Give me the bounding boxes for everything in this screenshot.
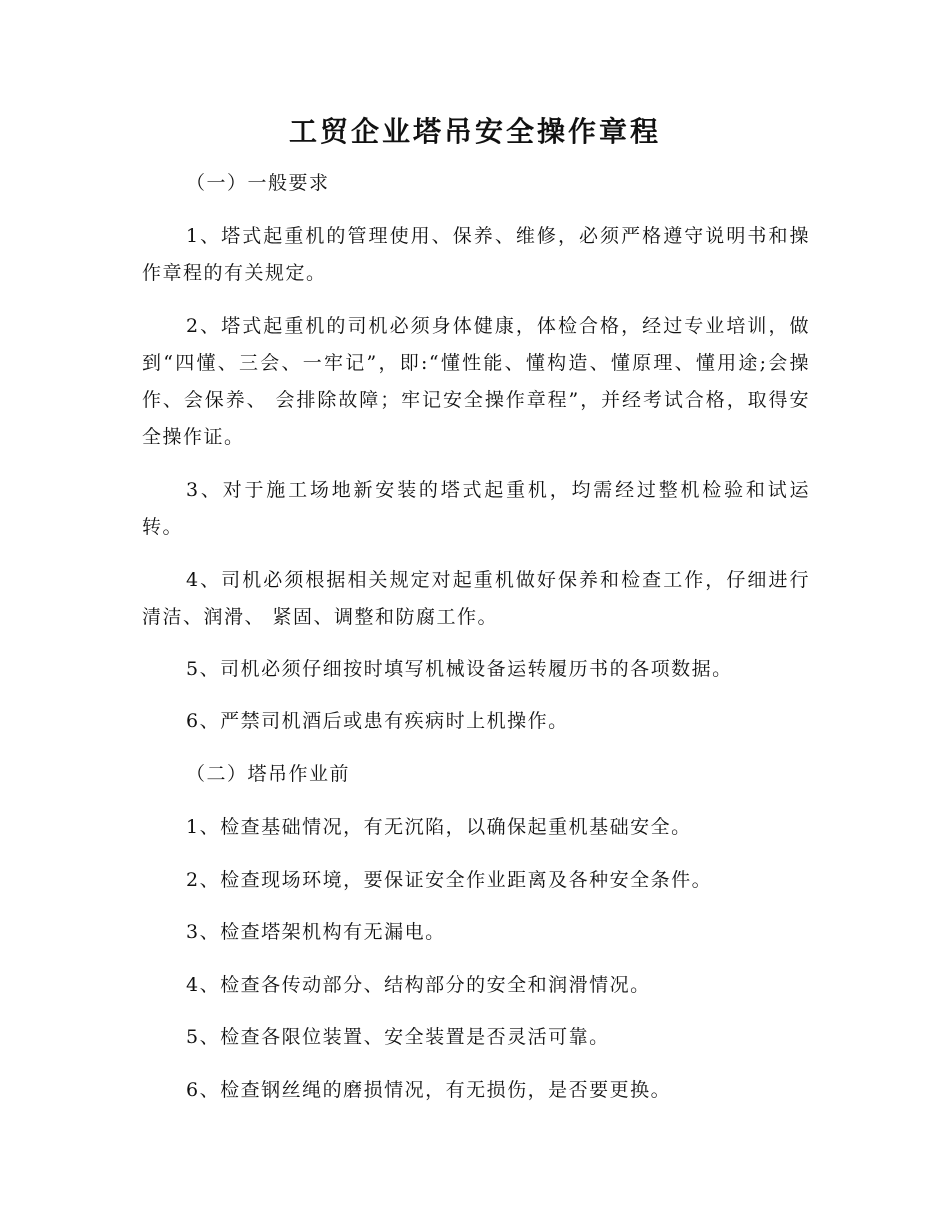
document-title: 工贸企业塔吊安全操作章程 xyxy=(288,115,661,148)
paragraph-before-4: 4、检查各传动部分、结构部分的安全和润滑情况。 xyxy=(186,974,651,996)
paragraph-before-2: 2、检查现场环境，要保证安全作业距离及各种安全条件。 xyxy=(186,869,713,891)
paragraph-general-5: 5、司机必须仔细按时填写机械设备运转履历书的各项数据。 xyxy=(186,658,733,680)
paragraph-before-3: 3、检查塔架机构有无漏电。 xyxy=(186,921,446,943)
paragraph-general-3: 3、对于施工场地新安装的塔式起重机，均需经过整机检验和试运转。 xyxy=(142,479,810,538)
paragraph-before-6: 6、检查钢丝绳的磨损情况，有无损伤，是否要更换。 xyxy=(186,1079,672,1101)
section-heading-before-operation: （二）塔吊作业前 xyxy=(186,763,351,785)
section-heading-general: （一）一般要求 xyxy=(186,172,330,194)
paragraph-general-1: 1、塔式起重机的管理使用、保养、维修，必须严格遵守说明书和操作章程的有关规定。 xyxy=(142,225,810,284)
paragraph-general-6: 6、严禁司机酒后或患有疾病时上机操作。 xyxy=(186,710,569,732)
paragraph-before-5: 5、检查各限位装置、安全装置是否灵活可靠。 xyxy=(186,1026,610,1048)
paragraph-before-1: 1、检查基础情况，有无沉陷，以确保起重机基础安全。 xyxy=(186,816,692,838)
paragraph-general-2: 2、塔式起重机的司机必须身体健康，体检合格，经过专业培训，做到“四懂、三会、一牢记”，即:“懂性能、懂构造、懂原理、懂用途;会操作、会保养、 会排除故障；牢记安全操作章程”，并经考试合格，取得安全操作证。 xyxy=(142,315,810,448)
paragraph-general-4: 4、司机必须根据相关规定对起重机做好保养和检查工作，仔细进行清洁、润滑、 紧固、调整和防腐工作。 xyxy=(142,569,810,628)
